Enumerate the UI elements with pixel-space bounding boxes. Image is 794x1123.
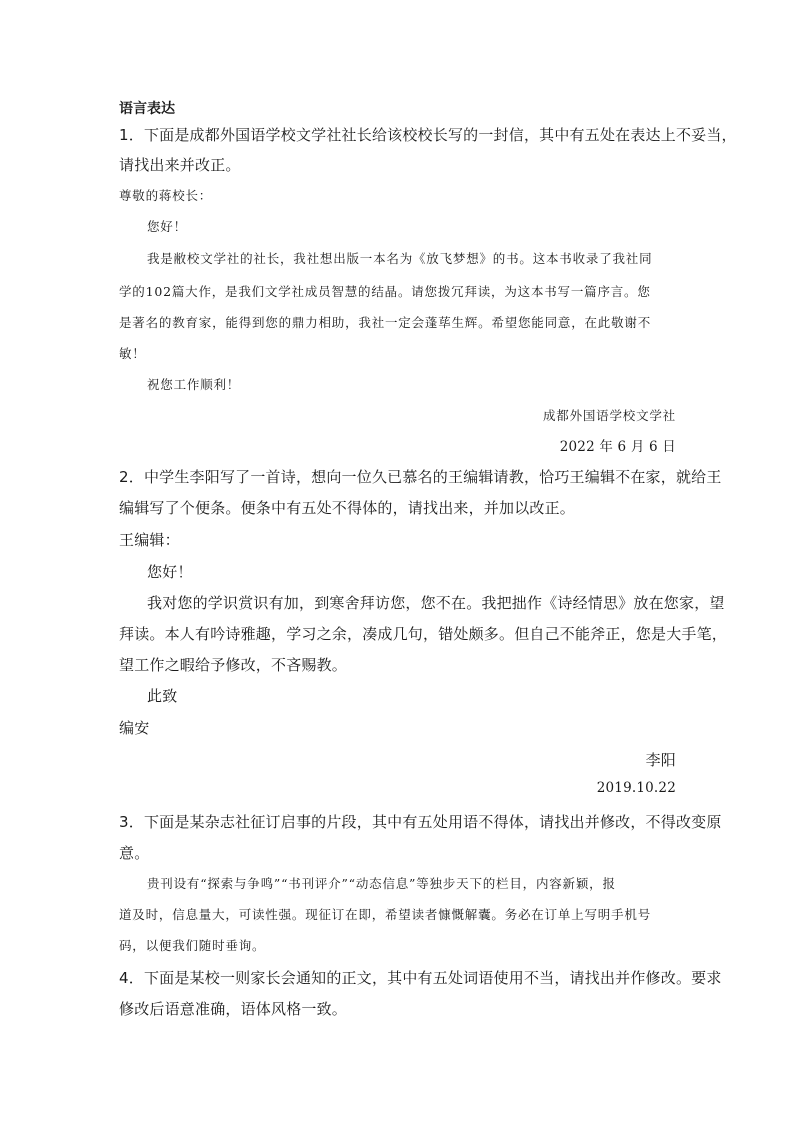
q1-letter-body-line4: 敏！	[119, 346, 146, 361]
q1-prompt-line2: 请找出来并改正。	[119, 156, 241, 174]
q2-note-body-line3: 望工作之暇给予修改，不吝赐教。	[119, 656, 348, 674]
q3-prompt-line2: 意。	[119, 844, 150, 862]
q2-note-body-line1: 我对您的学识赏识有加，到寒舍拜访您，您不在。我把拙作《诗经情思》放在您家，望	[147, 594, 725, 612]
q1-prompt-line1: 1．下面是成都外国语学校文学社社长给该校校长写的一封信，其中有五处在表达上不妥当，	[119, 126, 737, 144]
q3-text-line1: 贵刊设有“探索与争鸣”“书刊评介”“动态信息”等独步天下的栏目，内容新颖，报	[147, 876, 616, 891]
q2-note-closing1: 此致	[147, 687, 178, 705]
q4-prompt-line2: 修改后语意准确，语体风格一致。	[119, 1000, 348, 1018]
q1-letter-body-line2: 学的102篇大作，是我们文学社成员智慧的结晶。请您拨冗拜读，为这本书写一篇序言。您	[119, 284, 651, 299]
q2-note-date: 2019.10.22	[596, 780, 676, 796]
q2-note-closing2: 编安	[119, 719, 150, 737]
q2-note-signature: 李阳	[645, 751, 676, 769]
q1-letter-signature: 成都外国语学校文学社	[542, 408, 676, 423]
q1-letter-body-line3: 是著名的教育家，能得到您的鼎力相助，我社一定会蓬荜生辉。希望您能同意，在此敬谢不	[119, 315, 652, 330]
q1-letter-date: 2022 年 6 月 6 日	[559, 439, 676, 455]
q3-text-line2: 道及时，信息量大，可读性强。现征订在即，希望读者慷慨解囊。务必在订单上写明手机号	[119, 907, 652, 922]
q2-note-salutation: 王编辑：	[119, 531, 180, 549]
q1-letter-greeting: 您好！	[147, 219, 187, 234]
q3-prompt-line1: 3．下面是某杂志社征订启事的片段，其中有五处用语不得体，请找出并修改，不得改变原	[119, 813, 722, 831]
q2-prompt-line1: 2．中学生李阳写了一首诗，想向一位久已慕名的王编辑请教，恰巧王编辑不在家，就给王	[119, 468, 722, 486]
q2-note-greeting: 您好！	[147, 563, 193, 581]
q2-note-body-line2: 拜读。本人有吟诗雅趣，学习之余，凑成几句，错处颇多。但自己不能斧正，您是大手笔，	[119, 625, 728, 643]
q1-letter-closing: 祝您工作顺利！	[147, 377, 241, 392]
section-heading: 语言表达	[119, 101, 175, 117]
q3-text-line3: 码，以便我们随时垂询。	[119, 938, 266, 953]
q2-prompt-line2: 编辑写了个便条。便条中有五处不得体的，请找出来，并加以改正。	[119, 499, 576, 517]
q4-prompt-line1: 4．下面是某校一则家长会通知的正文，其中有五处词语使用不当，请找出并作修改。要求	[119, 969, 722, 987]
q1-letter-salutation: 尊敬的蒋校长：	[119, 188, 213, 203]
q1-letter-body-line1: 我是敝校文学社的社长，我社想出版一本名为《放飞梦想》的书。这本书收录了我社同	[147, 251, 653, 266]
